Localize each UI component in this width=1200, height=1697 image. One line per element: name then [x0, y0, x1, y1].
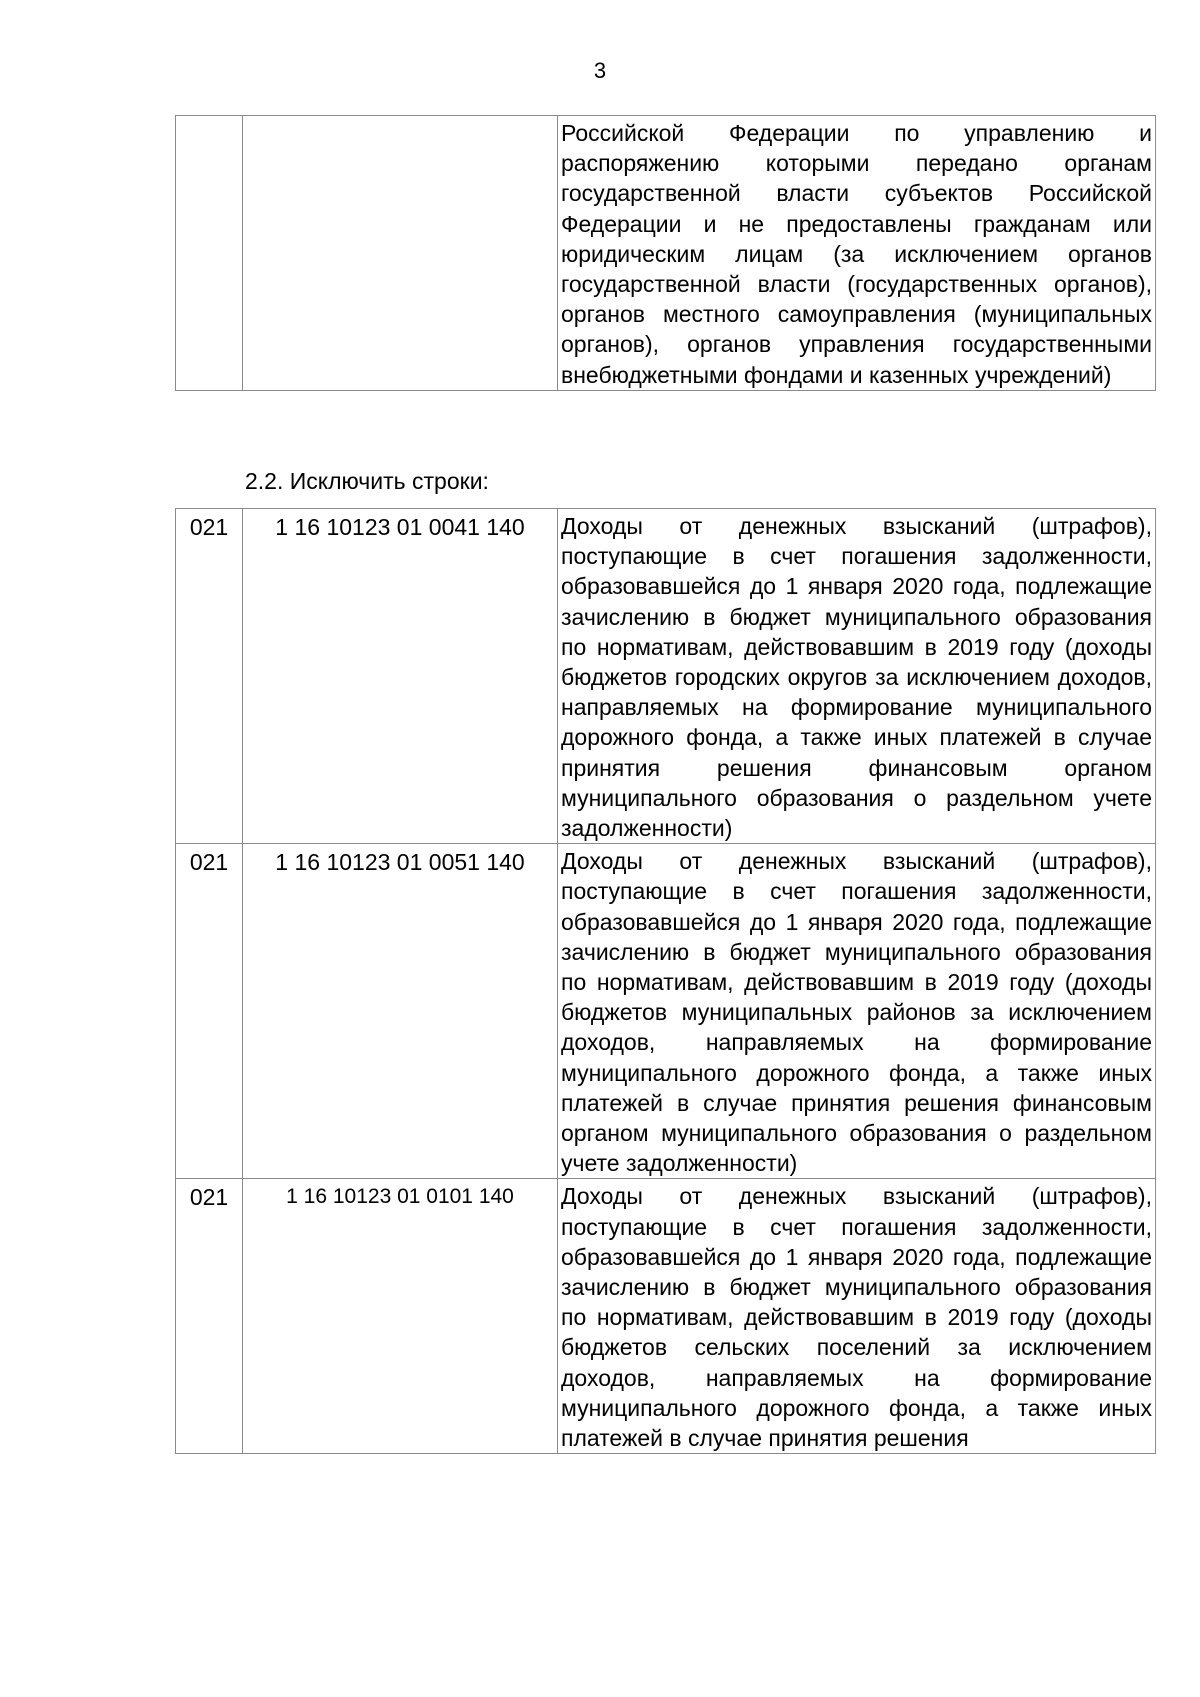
admin-code-cell: 021: [176, 1179, 243, 1454]
kbk-cell: 1 16 10123 01 0051 140: [243, 844, 558, 1179]
table-row: [176, 509, 1156, 844]
excluded-rows-table: [175, 508, 1156, 1454]
description-cell: Доходы от денежных взысканий (штрафов), поступающие в счет погашения задолженности, образовавшейся до 1 января 2020 года, подлежащие зачислению в бюджет муниципального образования по нормативам, действовавшим в 2019 году (доходы бюджетов муниципальных районов за исключением доходов, направляемых на формирование муниципального дорожного фонда, а также иных платежей в случае принятия решения финансовым органом муниципального образования о раздельном учете задолженности): [558, 844, 1156, 1179]
table-row: [176, 844, 1156, 1179]
admin-code-cell: 021: [176, 509, 243, 844]
description-cell: Доходы от денежных взысканий (штрафов), поступающие в счет погашения задолженности, образовавшейся до 1 января 2020 года, подлежащие зачислению в бюджет муниципального образования по нормативам, действовавшим в 2019 году (доходы бюджетов сельских поселений за исключением доходов, направляемых на формирование муниципального дорожного фонда, а также иных платежей в случае принятия решения: [558, 1179, 1156, 1454]
admin-code-cell: 021: [176, 844, 243, 1179]
description-cell: Российской Федерации по управлению и распоряжению которыми передано органам государственной власти субъектов Российской Федерации и не предоставлены гражданам или юридическим лицам (за исключением органов государственной власти (государственных органов), органов местного самоуправления (муниципальных органов), органов управления государственными внебюджетными фондами и казенных учреждений): [558, 116, 1156, 391]
kbk-cell: 1 16 10123 01 0041 140: [243, 509, 558, 844]
section-heading: 2.2. Исключить строки:: [245, 468, 489, 494]
page-number: 3: [593, 58, 607, 83]
kbk-cell: 1 16 10123 01 0101 140: [243, 1179, 558, 1454]
description-cell: Доходы от денежных взысканий (штрафов), поступающие в счет погашения задолженности, образовавшейся до 1 января 2020 года, подлежащие зачислению в бюджет муниципального образования по нормативам, действовавшим в 2019 году (доходы бюджетов городских округов за исключением доходов, направляемых на формирование муниципального дорожного фонда, а также иных платежей в случае принятия решения финансовым органом муниципального образования о раздельном учете задолженности): [558, 509, 1156, 844]
table-row: [176, 1179, 1156, 1454]
